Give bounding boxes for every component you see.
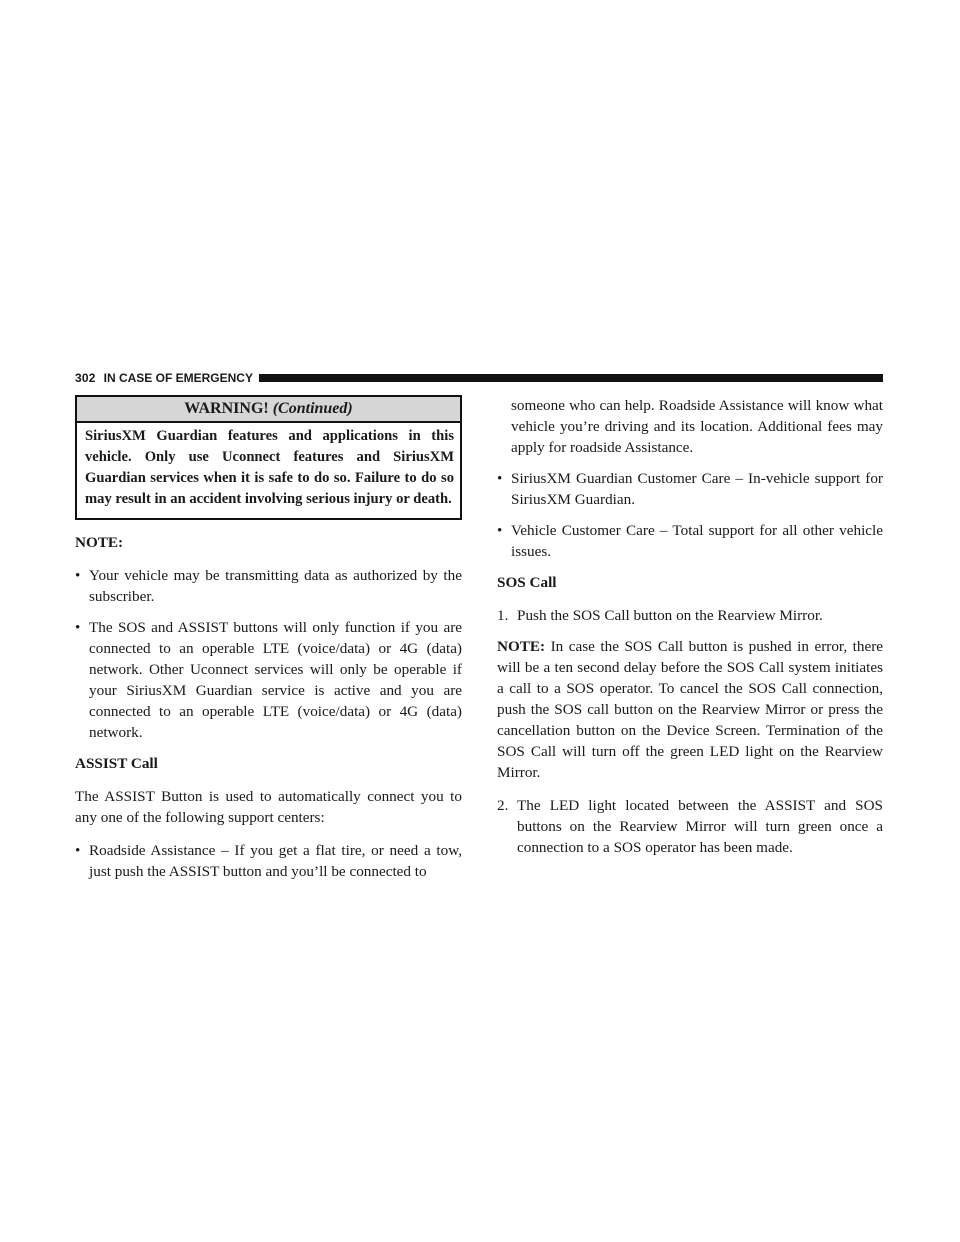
note-paragraph (497, 636, 883, 783)
list-item-text: The SOS and ASSIST buttons will only function if you are connected to an operable LTE (voice/data) or 4G (data) network. Other Uconnect services will only be operable if your SiriusXM Guardian service is active and you are connected to an operable LTE (voice/data) or 4G (data) network. (89, 619, 462, 741)
left-column (75, 395, 462, 892)
step-item (497, 605, 883, 626)
warning-title: WARNING! (184, 400, 269, 417)
step-text: The LED light located between the ASSIST and SOS buttons on the Rearview Mirror will turn green once a connection to a SOS operator has been made. (517, 797, 883, 856)
list-item (75, 617, 462, 743)
list-item-text: Your vehicle may be transmitting data as authorized by the subscriber. (89, 567, 462, 605)
warning-body: SiriusXM Guardian features and applications in this vehicle. Only use Uconnect features and SiriusXM Guardian services when it is safe to do so. Failure to do so may result in an accident involving serious injury or death. (85, 428, 454, 507)
note-label: NOTE: (497, 638, 546, 655)
page-header (75, 370, 883, 386)
warning-continued: (Continued) (272, 400, 353, 417)
bullet-icon: • (497, 522, 503, 539)
header-rule (259, 374, 883, 382)
list-item-text: Roadside Assistance – If you get a flat tire, or need a tow, just push the ASSIST button and you’ll be connected to (89, 842, 462, 880)
step-text: Push the SOS Call button on the Rearview Mirror. (517, 607, 823, 624)
page-number: 302 (75, 371, 96, 385)
list-item (497, 468, 883, 510)
right-column (497, 395, 883, 868)
list-item-text: Vehicle Customer Care – Total support for all other vehicle issues. (511, 522, 883, 560)
bullet-icon: • (75, 842, 81, 859)
bullet-icon: • (75, 567, 81, 584)
list-item (75, 565, 462, 607)
note-heading: NOTE: (75, 534, 124, 551)
list-item (75, 840, 462, 882)
assist-heading: ASSIST Call (75, 755, 158, 772)
step-number: 1. (497, 607, 509, 624)
bullet-icon: • (497, 470, 503, 487)
list-item-text: SiriusXM Guardian Customer Care – In-vehicle support for SiriusXM Guardian. (511, 470, 883, 508)
step-item (497, 795, 883, 858)
section-title: IN CASE OF EMERGENCY (103, 371, 253, 385)
sos-heading: SOS Call (497, 574, 557, 591)
assist-intro: The ASSIST Button is used to automatically connect you to any one of the following support centers: (75, 788, 462, 826)
warning-header (77, 397, 460, 423)
bullet-icon: • (75, 619, 81, 636)
note-text: In case the SOS Call button is pushed in error, there will be a ten second delay before the SOS Call system initiates a call to a SOS operator. To cancel the SOS Call connection, push the SOS call button on the Rearview Mirror or press the cancellation button on the Device Screen. Termination of the SOS Call will turn off the green LED light on the Rearview Mirror. (497, 638, 884, 781)
warning-box (75, 395, 462, 520)
continued-text: someone who can help. Roadside Assistance will know what vehicle you’re driving and its location. Additional fees may apply for roadside Assistance. (511, 397, 883, 456)
list-item (497, 520, 883, 562)
step-number: 2. (497, 797, 509, 814)
